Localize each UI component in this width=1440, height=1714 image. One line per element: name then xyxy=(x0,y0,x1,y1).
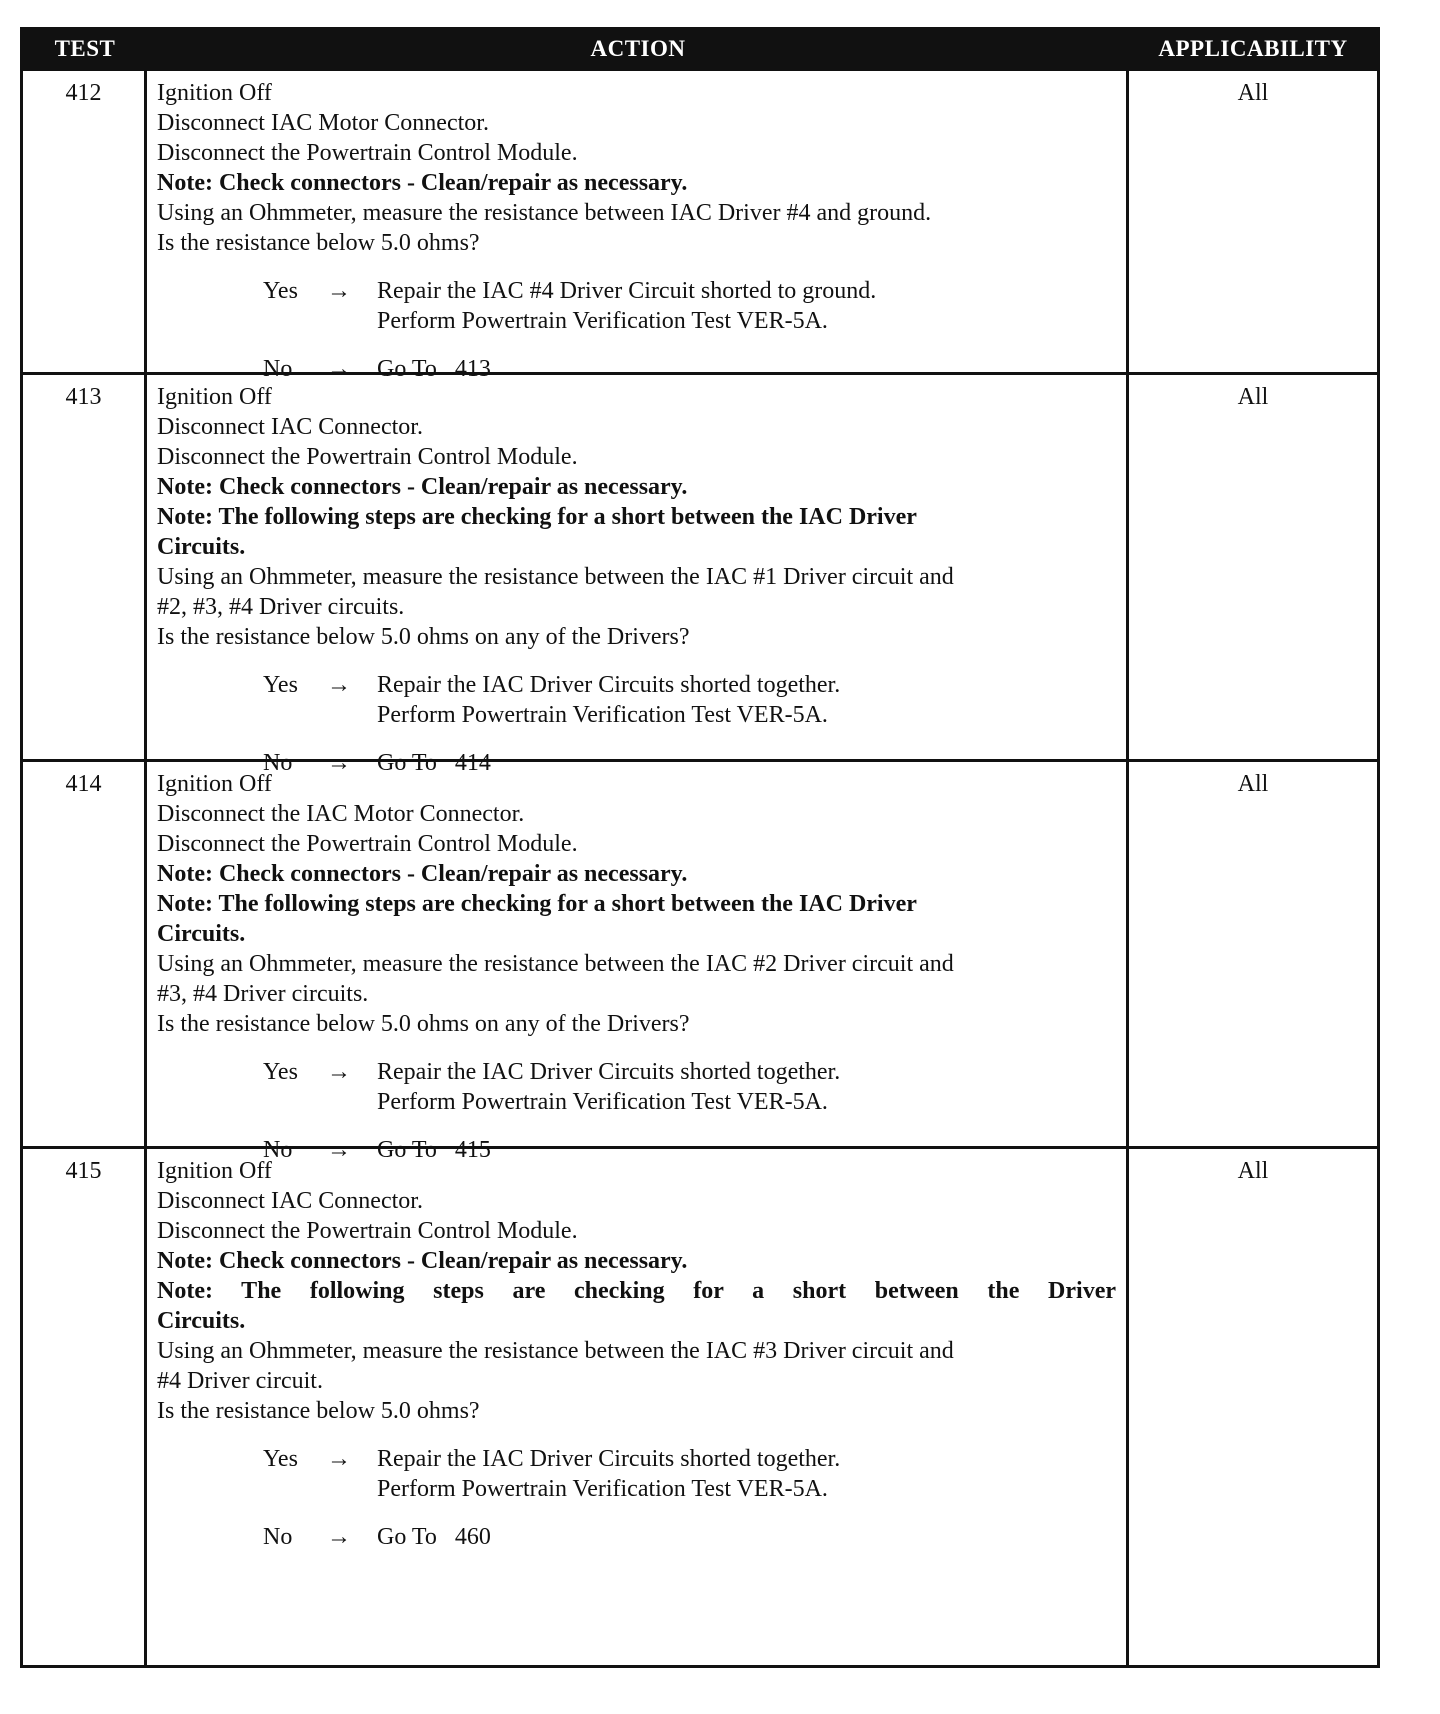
go-to-text: Go To xyxy=(377,356,437,382)
go-to-target: 415 xyxy=(454,1137,491,1163)
action-line: Disconnect IAC Connector. xyxy=(157,414,423,440)
action-note: Note: Check connectors - Clean/repair as necessary. xyxy=(157,170,688,196)
action-line: Disconnect the Powertrain Control Module. xyxy=(157,140,578,166)
action-note: Note: Check connectors - Clean/repair as necessary. xyxy=(157,861,688,887)
table-row-412 xyxy=(23,68,1377,382)
no-label: No xyxy=(263,356,293,382)
yes-verification: Perform Powertrain Verification Test VER-5A. xyxy=(377,1089,828,1115)
test-number: 413 xyxy=(23,375,147,759)
action-line: Using an Ohmmeter, measure the resistance between the IAC #3 Driver circuit and xyxy=(157,1338,954,1364)
yes-verification: Perform Powertrain Verification Test VER-5A. xyxy=(377,308,828,334)
action-line: #3, #4 Driver circuits. xyxy=(157,981,369,1007)
yes-branch xyxy=(157,670,1116,730)
yes-verification: Perform Powertrain Verification Test VER-5A. xyxy=(377,1476,828,1502)
yes-label: Yes xyxy=(263,1446,298,1472)
no-action xyxy=(377,1522,491,1552)
action-line: Ignition Off xyxy=(157,80,272,106)
action-line: Disconnect IAC Connector. xyxy=(157,1188,423,1214)
action-cell xyxy=(147,1149,1129,1665)
arrow-right-icon: → xyxy=(327,1137,351,1163)
action-note: Circuits. xyxy=(157,921,246,947)
action-question: Is the resistance below 5.0 ohms on any of the Drivers? xyxy=(157,624,690,650)
action-line: Using an Ohmmeter, measure the resistance between the IAC #2 Driver circuit and xyxy=(157,951,954,977)
go-to-text: Go To xyxy=(377,750,437,776)
action-line: Using an Ohmmeter, measure the resistance between IAC Driver #4 and ground. xyxy=(157,200,932,226)
no-label: No xyxy=(263,750,293,776)
action-line: Ignition Off xyxy=(157,384,272,410)
yes-action: Repair the IAC #4 Driver Circuit shorted to ground. xyxy=(377,278,877,304)
action-note: Note: Check connectors - Clean/repair as necessary. xyxy=(157,474,688,500)
yes-label: Yes xyxy=(263,1059,298,1085)
action-cell xyxy=(147,762,1129,1163)
action-note: Note: The following steps are checking for a short between the IAC Driver xyxy=(157,891,917,917)
header-applicability: APPLICABILITY xyxy=(1158,36,1348,61)
action-line: Disconnect the Powertrain Control Module. xyxy=(157,444,578,470)
action-question: Is the resistance below 5.0 ohms? xyxy=(157,230,480,256)
action-line: Disconnect the Powertrain Control Module. xyxy=(157,831,578,857)
header-action: ACTION xyxy=(590,36,686,61)
action-question: Is the resistance below 5.0 ohms on any of the Drivers? xyxy=(157,1011,690,1037)
no-label: No xyxy=(263,1524,293,1550)
arrow-right-icon: → xyxy=(327,278,351,304)
test-number: 415 xyxy=(23,1149,147,1665)
go-to-text: Go To xyxy=(377,1524,437,1550)
no-label: No xyxy=(263,1137,293,1163)
yes-label: Yes xyxy=(263,278,298,304)
arrow-right-icon: → xyxy=(327,1059,351,1085)
action-note: Circuits. xyxy=(157,1308,246,1334)
applicability-cell: All xyxy=(1237,771,1269,797)
go-to-target: 460 xyxy=(454,1524,491,1550)
table-row-413 xyxy=(23,372,1377,776)
arrow-right-icon: → xyxy=(327,672,351,698)
yes-branch xyxy=(157,1057,1116,1117)
diagnostic-table xyxy=(20,27,1380,1668)
table-row-415 xyxy=(23,1146,1377,1665)
arrow-right-icon: → xyxy=(327,750,351,776)
yes-label: Yes xyxy=(263,672,298,698)
action-note: Note: The following steps are checking for a short between the Driver xyxy=(157,1278,1116,1304)
applicability-cell: All xyxy=(1237,384,1269,410)
test-number: 412 xyxy=(23,71,147,372)
arrow-right-icon: → xyxy=(327,1446,351,1472)
action-note: Circuits. xyxy=(157,534,246,560)
action-question: Is the resistance below 5.0 ohms? xyxy=(157,1398,480,1424)
action-line: #2, #3, #4 Driver circuits. xyxy=(157,594,405,620)
action-line: Using an Ohmmeter, measure the resistance between the IAC #1 Driver circuit and xyxy=(157,564,954,590)
header-test: TEST xyxy=(54,36,116,61)
action-note: Note: Check connectors - Clean/repair as necessary. xyxy=(157,1248,688,1274)
action-line: Disconnect the IAC Motor Connector. xyxy=(157,801,525,827)
yes-verification: Perform Powertrain Verification Test VER-5A. xyxy=(377,702,828,728)
table-row-414 xyxy=(23,759,1377,1163)
action-cell xyxy=(147,71,1129,382)
test-number: 414 xyxy=(23,762,147,1146)
yes-action: Repair the IAC Driver Circuits shorted together. xyxy=(377,1059,841,1085)
action-line: Ignition Off xyxy=(157,771,272,797)
go-to-text: Go To xyxy=(377,1137,437,1163)
action-line: Disconnect the Powertrain Control Module. xyxy=(157,1218,578,1244)
yes-branch xyxy=(157,1444,1116,1504)
action-line: Ignition Off xyxy=(157,1158,272,1184)
go-to-target: 414 xyxy=(454,750,491,776)
applicability-cell: All xyxy=(1237,1158,1269,1184)
action-cell xyxy=(147,375,1129,776)
no-branch xyxy=(157,1522,1116,1552)
action-line: Disconnect IAC Motor Connector. xyxy=(157,110,489,136)
arrow-right-icon: → xyxy=(327,356,351,382)
yes-action: Repair the IAC Driver Circuits shorted together. xyxy=(377,1446,841,1472)
action-note: Note: The following steps are checking for a short between the IAC Driver xyxy=(157,504,917,530)
action-line: #4 Driver circuit. xyxy=(157,1368,323,1394)
table-header xyxy=(23,30,1377,68)
arrow-right-icon: → xyxy=(327,1524,351,1550)
yes-branch xyxy=(157,276,1116,336)
applicability-cell: All xyxy=(1237,80,1269,106)
yes-action: Repair the IAC Driver Circuits shorted together. xyxy=(377,672,841,698)
go-to-target: 413 xyxy=(454,356,491,382)
